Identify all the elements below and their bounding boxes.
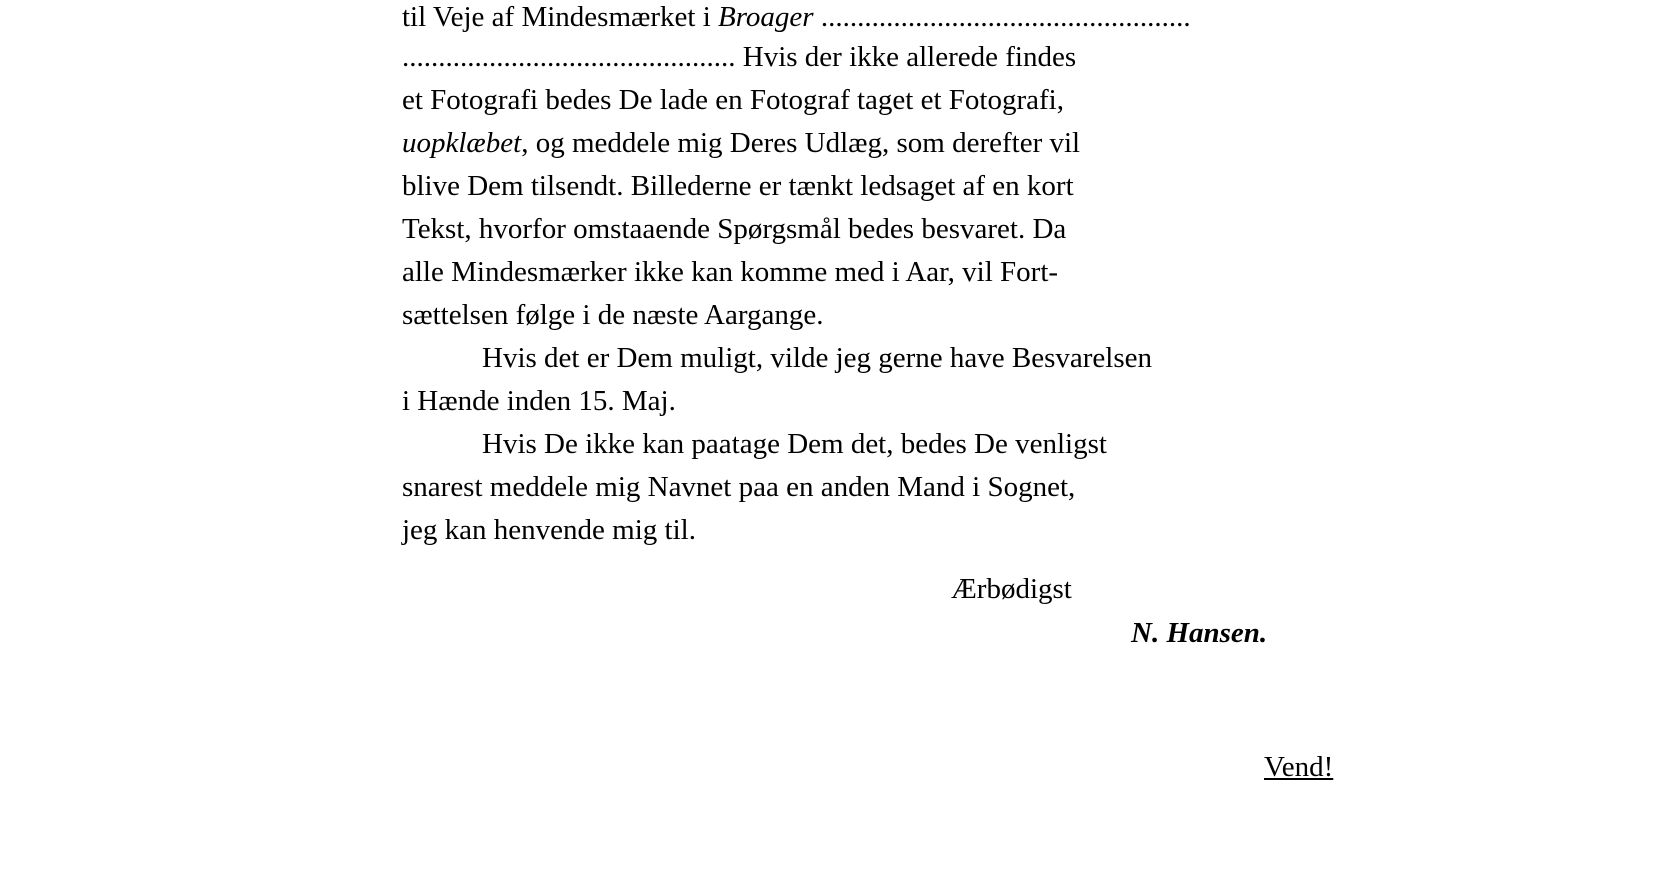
letter-line-7: alle Mindesmærker ikke kan komme med i Aar, vil Fort- — [402, 256, 1059, 288]
letter-line-11: Hvis De ikke kan paatage Dem det, bedes De venligst — [482, 428, 1107, 460]
word-uopklaebet: uopklæbet — [402, 127, 522, 159]
letter-line-2: .............................................. Hvis der ikke allerede findes — [402, 41, 1077, 73]
turn-over-note: Vend! — [1264, 751, 1334, 783]
line-1-dotted-fill: ................................................... — [813, 1, 1191, 33]
line-1-text-a: til Veje af Mindesmærket i — [402, 1, 718, 33]
letter-line-8: sættelsen følge i de næste Aargange. — [402, 299, 824, 331]
letter-line-13: jeg kan henvende mig til. — [402, 514, 696, 546]
letter-line-9: Hvis det er Dem muligt, vilde jeg gerne have Besvarelsen — [482, 342, 1153, 374]
closing-salutation: Ærbødigst — [951, 573, 1072, 605]
letter-line-5: blive Dem tilsendt. Billederne er tænkt ledsaget af en kort — [402, 170, 1074, 202]
signature: N. Hansen. — [1131, 617, 1268, 649]
letter-line-10: i Hænde inden 15. Maj. — [402, 385, 676, 417]
letter-line-3: et Fotografi bedes De lade en Fotograf taget et Fotografi, — [402, 84, 1064, 116]
letter-line-12: snarest meddele mig Navnet paa en anden Mand i Sognet, — [402, 471, 1076, 503]
letter-line-4 — [402, 126, 1080, 160]
letter-line-6: Tekst, hvorfor omstaaende Spørgsmål bedes besvaret. Da — [402, 213, 1067, 245]
place-name-broager: Broager — [718, 1, 814, 33]
line-4-text-b: , og meddele mig Deres Udlæg, som derefter vil — [521, 127, 1081, 159]
letter-line-1 — [402, 0, 1191, 34]
